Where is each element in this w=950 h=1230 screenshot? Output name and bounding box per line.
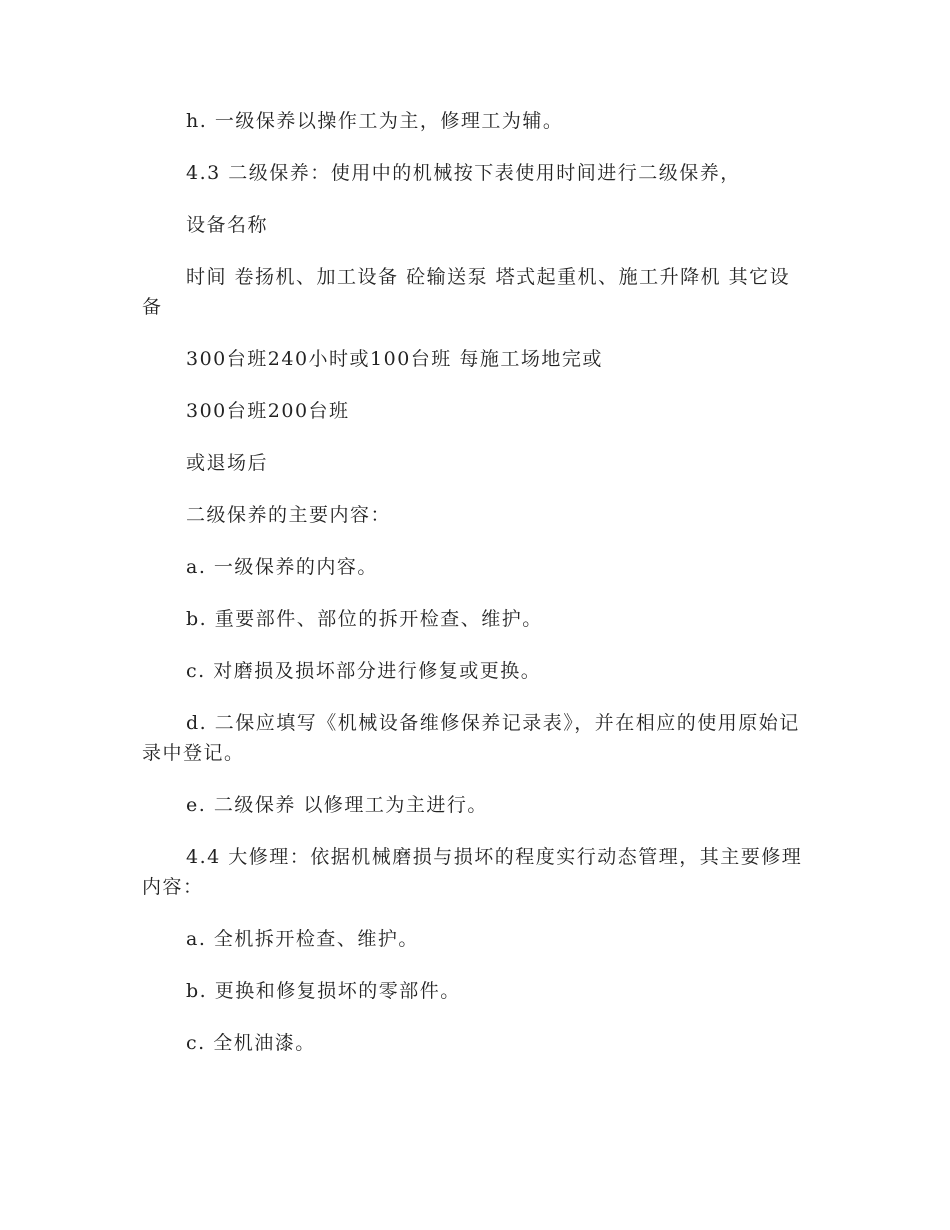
paragraph-4-4-overhaul: 4.4 大修理：依据机械磨损与损坏的程度实行动态管理，其主要修理内容： bbox=[142, 846, 803, 898]
paragraph-h-first-level-maintenance: h. 一级保养以操作工为主，修理工为辅。 bbox=[186, 110, 564, 132]
paragraph-item-c: c. 对磨损及损坏部分进行修复或更换。 bbox=[186, 660, 542, 682]
paragraph-overhaul-c: c. 全机油漆。 bbox=[186, 1032, 316, 1054]
paragraph-shift-hours-1: 300台班240小时或100台班 每施工场地完或 bbox=[186, 348, 603, 370]
paragraph-overhaul-a: a. 全机拆开检查、维护。 bbox=[186, 928, 419, 950]
paragraph-overhaul-b: b. 更换和修复损坏的零部件。 bbox=[186, 980, 461, 1002]
paragraph-item-b: b. 重要部件、部位的拆开检查、维护。 bbox=[186, 608, 543, 630]
paragraph-item-a: a. 一级保养的内容。 bbox=[186, 556, 378, 578]
paragraph-main-content-heading: 二级保养的主要内容： bbox=[186, 504, 392, 526]
document-body bbox=[142, 106, 810, 1080]
paragraph-after-exit: 或退场后 bbox=[186, 452, 269, 474]
paragraph-item-e: e. 二级保养 以修理工为主进行。 bbox=[186, 794, 488, 816]
paragraph-time-equipment-list: 时间 卷扬机、加工设备 砼输送泵 塔式起重机、施工升降机 其它设备 bbox=[142, 266, 791, 318]
paragraph-item-d: d. 二保应填写《机械设备维修保养记录表》，并在相应的使用原始记录中登记。 bbox=[142, 712, 800, 764]
paragraph-shift-hours-2: 300台班200台班 bbox=[186, 400, 350, 422]
paragraph-equipment-name: 设备名称 bbox=[186, 214, 269, 236]
paragraph-4-3-second-level-maintenance: 4.3 二级保养：使用中的机械按下表使用时间进行二级保养， bbox=[186, 162, 741, 184]
